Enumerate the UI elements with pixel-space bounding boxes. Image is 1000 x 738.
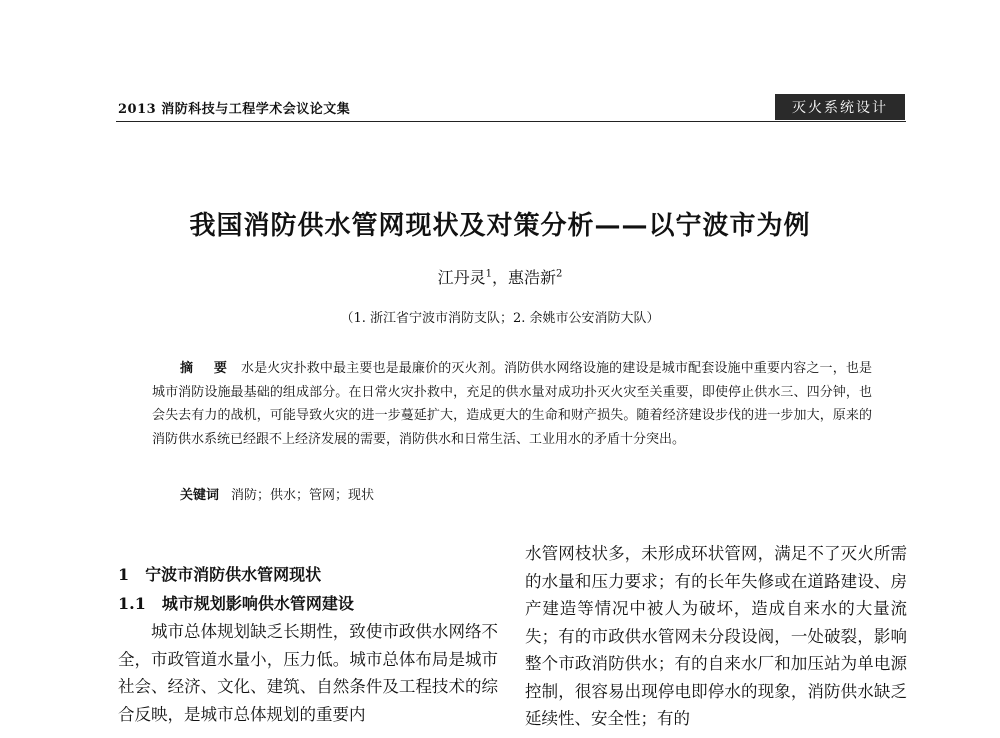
keywords-text: 消防；供水；管网；现状 — [231, 488, 375, 503]
section-tag: 灭火系统设计 — [775, 94, 905, 120]
abstract — [152, 357, 872, 451]
abstract-text: 水是火灾扑救中最主要也是最廉价的灭火剂。消防供水网络设施的建设是城市配套设施中重要内容之一，也是城市消防设施最基础的组成部分。在日常火灾扑救中，充足的供水量对成功扑灭火灾至关重要，即使停止供水三、四分钟，也会失去有力的战机，可能导致火灾的进一步蔓延扩大，造成更大的生命和财产损失。随着经济建设步伐的进一步加大，原来的消防供水系统已经跟不上经济发展的需要，消防供水和日常生活、工业用水的矛盾十分突出。 — [152, 361, 872, 447]
right-column — [525, 540, 907, 733]
author-separator: ， — [491, 268, 508, 287]
keywords — [180, 484, 374, 503]
header-divider — [116, 121, 906, 122]
paper-title: 我国消防供水管网现状及对策分析——以宁波市为例 — [189, 211, 811, 241]
subsection-heading: 1.1 城市规划影响供水管网建设 — [118, 594, 354, 613]
running-header: 2013 消防科技与工程学术会议论文集 — [118, 102, 351, 117]
left-column — [118, 562, 498, 728]
body-paragraph: 水管网枝状多，未形成环状管网，满足不了灭火所需的水量和压力要求；有的长年失修或在道路建设、房产建造等情况中被人为破坏，造成自来水的大量流失；有的市政供水管网未分段设阀，一处破裂，影响整个市政消防供水；有的自来水厂和加压站为单电源控制，很容易出现停电即停水的现象，消防供水缺乏延续性、安全性；有的 — [525, 544, 907, 728]
affiliation: （1. 浙江省宁波市消防支队；2. 余姚市公安消防大队） — [340, 311, 660, 326]
author-name: 江丹灵 — [437, 268, 486, 287]
author-name: 惠浩新 — [508, 268, 557, 287]
author-affil-mark: 2 — [556, 268, 563, 280]
keywords-label: 关键词 — [180, 488, 220, 503]
author-line — [0, 265, 1000, 288]
body-paragraph: 城市总体规划缺乏长期性，致使市政供水网络不全，市政管道水量小，压力低。城市总体布局是城市社会、经济、文化、建筑、自然条件及工程技术的综合反映，是城市总体规划的重要内 — [118, 622, 498, 724]
section-heading: 1 宁波市消防供水管网现状 — [118, 565, 322, 584]
abstract-label: 摘 要 — [180, 361, 235, 376]
author-affil-mark: 1 — [485, 268, 492, 280]
